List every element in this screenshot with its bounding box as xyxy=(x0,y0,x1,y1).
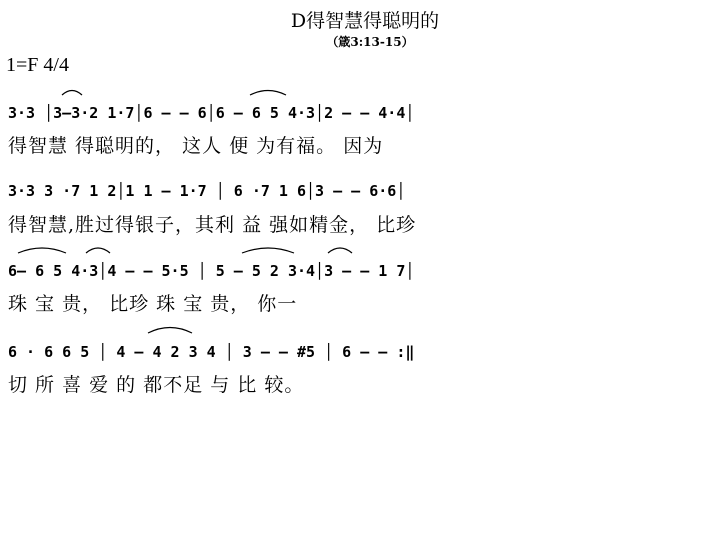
key-signature: 1=F 4/4 xyxy=(6,54,69,76)
notation-row-2: 3·3 3 ·7 1 2│1 1 – 1·7 │ 6 ·7 1 6│3 – – 6·6│ xyxy=(8,182,406,200)
song-title: D得智慧得聪明的 xyxy=(290,10,440,32)
lyrics-row-4: 切 所 喜 爱 的 都不足 与 比 较。 xyxy=(8,374,305,396)
slur xyxy=(328,248,352,253)
slur xyxy=(242,248,294,253)
notation-row-3: 6– 6 5 4·3│4 – – 5·5 │ 5 – 5 2 3·4│3 – – 1 7│ xyxy=(8,262,415,280)
slur xyxy=(148,328,192,334)
lyrics-row-2: 得智慧,胜过得银子，其利 益 强如精金， 比珍 xyxy=(8,214,417,236)
slur xyxy=(86,248,110,253)
slur xyxy=(18,248,66,253)
scripture-reference: （箴3:13-15） xyxy=(326,35,414,49)
slur xyxy=(62,91,82,96)
notation-row-4: 6 · 6 6 5 │ 4 – 4 2 3 4 │ 3 – – #5 │ 6 – – :‖ xyxy=(8,343,415,361)
lyrics-row-1: 得智慧 得聪明的， 这人 便 为有福。 因为 xyxy=(8,135,384,157)
notation-row-1: 3·3 │3–3·2 1·7│6 – – 6│6 – 6 5 4·3│2 – – 4·4│ xyxy=(8,104,415,122)
slur xyxy=(250,91,286,96)
lyrics-row-3: 珠 宝 贵， 比珍 珠 宝 贵， 你一 xyxy=(8,293,298,315)
